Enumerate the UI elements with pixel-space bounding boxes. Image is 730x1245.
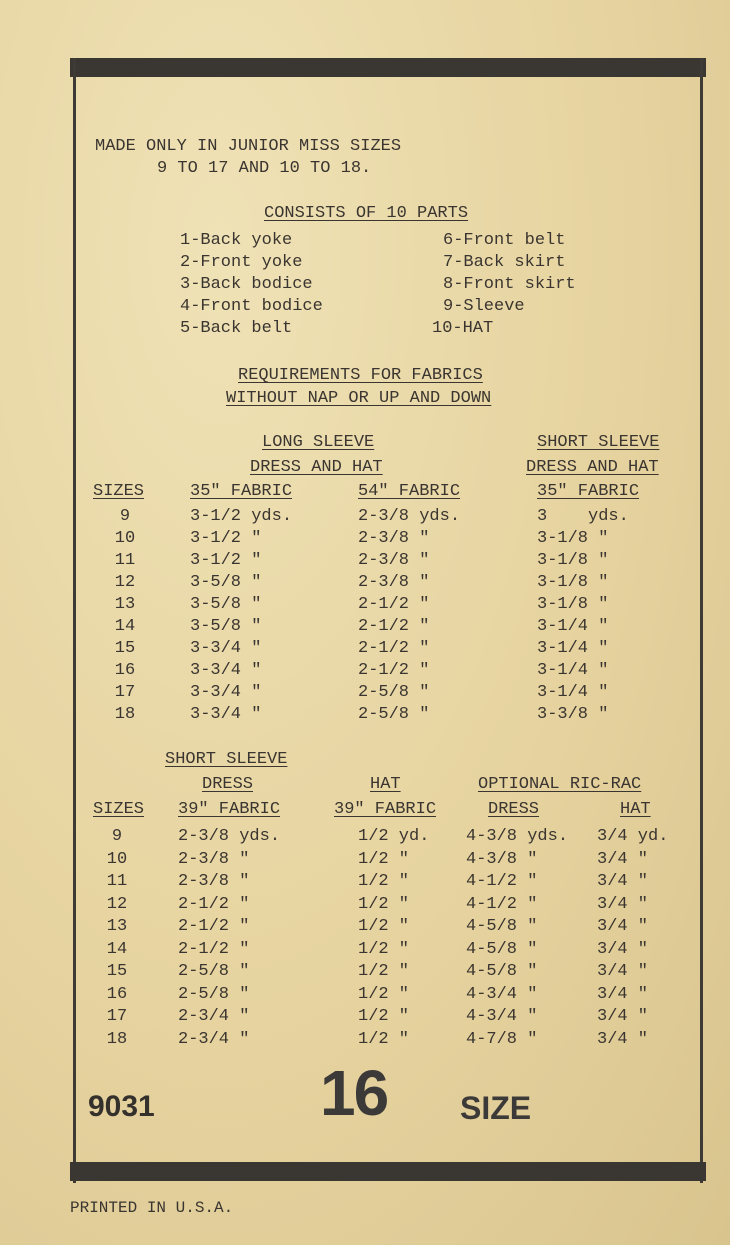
fabric-39-hat-cell: 1/2 ": [358, 984, 410, 1004]
size-cell: 17: [106, 1007, 128, 1026]
fabric-54-cell: 2-5/8 ": [358, 683, 430, 702]
pattern-number: 9031: [88, 1090, 155, 1123]
size-cell: 10: [114, 529, 136, 548]
fabric-39-hat-cell: 1/2 ": [358, 917, 410, 936]
fabric-35-short-column-header: 35" FABRIC: [537, 482, 640, 501]
size-cell: 11: [114, 551, 136, 570]
size-cell: 18: [114, 705, 136, 724]
part-item: 9-Sleeve: [443, 297, 525, 316]
ric-rac-hat-cell: 3/4 ": [597, 894, 649, 914]
fabric-35-cell: 3-3/4 ": [190, 683, 262, 702]
fabric-39-dress-cell: 2-5/8 ": [178, 984, 250, 1004]
part-item: 3-Back bodice: [180, 275, 313, 294]
ric-rac-hat-column-header: HAT: [620, 800, 651, 819]
fabric-54-cell: 2-1/2 ": [358, 595, 430, 614]
part-item: 10-HAT: [432, 319, 494, 338]
size-cell: 14: [106, 939, 128, 959]
fabric-39-dress-cell: 2-3/8 ": [178, 849, 250, 869]
fabric-39-dress-cell: 2-1/2 ": [178, 939, 250, 959]
short-fabric-35-cell: 3-1/4 ": [537, 683, 609, 702]
part-item: 2-Front yoke: [180, 253, 303, 272]
size-cell: 15: [114, 639, 136, 658]
fabric-54-cell: 2-3/8 ": [358, 551, 430, 570]
fabric-39-hat-cell: 1/2 yd.: [358, 827, 430, 846]
size-cell: 9: [111, 827, 123, 846]
fabric-39-dress-cell: 2-3/8 ": [178, 872, 250, 891]
size-cell: 9: [119, 507, 131, 526]
size-cell: 16: [114, 661, 136, 680]
fabric-39-dress-cell: 2-3/4 ": [178, 1029, 250, 1049]
intro-line-2: 9 TO 17 AND 10 TO 18.: [157, 159, 372, 178]
ric-rac-dress-cell: 4-1/2 ": [466, 872, 538, 891]
ric-rac-dress-column-header: DRESS: [488, 800, 540, 819]
parts-heading: CONSISTS OF 10 PARTS: [264, 204, 469, 223]
ric-rac-hat-cell: 3/4 ": [597, 917, 649, 936]
part-item: 8-Front skirt: [443, 275, 576, 294]
fabric-35-cell: 3-5/8 ": [190, 573, 262, 592]
fabric-54-cell: 2-5/8 ": [358, 705, 430, 724]
size-cell: 14: [114, 617, 136, 636]
printed-in-usa: PRINTED IN U.S.A.: [70, 1199, 234, 1217]
size-cell: 12: [106, 894, 128, 914]
fabric-39-dress-column-header: 39" FABRIC: [178, 800, 281, 819]
short-fabric-35-cell: 3-1/8 ": [537, 551, 609, 570]
short-sleeve-subheader: DRESS AND HAT: [526, 458, 659, 477]
size-cell: 13: [114, 595, 136, 614]
short-sleeve-dress-header: SHORT SLEEVE: [165, 750, 288, 769]
fabric-54-cell: 2-1/2 ": [358, 639, 430, 658]
fabric-54-cell: 2-3/8 ": [358, 529, 430, 548]
size-label: SIZE: [460, 1090, 532, 1126]
fabric-39-hat-cell: 1/2 ": [358, 939, 410, 959]
short-fabric-35-cell: 3-1/4 ": [537, 639, 609, 658]
ric-rac-dress-cell: 4-7/8 ": [466, 1029, 538, 1049]
fabric-54-cell: 2-1/2 ": [358, 661, 430, 680]
short-fabric-35-cell: 3-1/4 ": [537, 661, 609, 680]
fabric-35-cell: 3-1/2 ": [190, 529, 262, 548]
optional-ric-rac-header: OPTIONAL RIC-RAC: [478, 775, 642, 794]
fabric-39-dress-cell: 2-5/8 ": [178, 962, 250, 981]
short-sleeve-header: SHORT SLEEVE: [537, 433, 660, 452]
fabric-39-hat-cell: 1/2 ": [358, 1007, 410, 1026]
fabric-35-cell: 3-1/2 ": [190, 551, 262, 570]
fabric-35-cell: 3-5/8 ": [190, 617, 262, 636]
short-fabric-35-cell: 3-1/8 ": [537, 529, 609, 548]
fabric-39-hat-cell: 1/2 ": [358, 1029, 410, 1049]
size-cell: 10: [106, 849, 128, 869]
fabric-39-hat-cell: 1/2 ": [358, 849, 410, 869]
ric-rac-hat-cell: 3/4 yd.: [597, 827, 669, 846]
sizes-column-header: SIZES: [93, 482, 145, 501]
fabric-35-cell: 3-3/4 ": [190, 705, 262, 724]
fabric-54-cell: 2-1/2 ": [358, 617, 430, 636]
ric-rac-hat-cell: 3/4 ": [597, 984, 649, 1004]
fabric-39-hat-column-header: 39" FABRIC: [334, 800, 437, 819]
fabric-54-column-header: 54" FABRIC: [358, 482, 461, 501]
fabric-35-column-header: 35" FABRIC: [190, 482, 293, 501]
requirements-line-1: REQUIREMENTS FOR FABRICS: [238, 366, 483, 385]
size-cell: 15: [106, 962, 128, 981]
long-sleeve-header: LONG SLEEVE: [262, 433, 375, 452]
size-cell: 18: [106, 1029, 128, 1049]
fabric-39-dress-cell: 2-1/2 ": [178, 917, 250, 936]
short-fabric-35-cell: 3-3/8 ": [537, 705, 609, 724]
fabric-35-cell: 3-1/2 yds.: [190, 507, 293, 526]
part-item: 5-Back belt: [180, 319, 293, 338]
ric-rac-dress-cell: 4-1/2 ": [466, 894, 538, 914]
ric-rac-hat-cell: 3/4 ": [597, 1007, 649, 1026]
long-sleeve-subheader: DRESS AND HAT: [250, 458, 383, 477]
bottom-border-bar: [70, 1162, 706, 1181]
intro-line-1: MADE ONLY IN JUNIOR MISS SIZES: [95, 137, 402, 156]
size-cell: 13: [106, 917, 128, 936]
ric-rac-dress-cell: 4-5/8 ": [466, 939, 538, 959]
ric-rac-hat-cell: 3/4 ": [597, 1029, 649, 1049]
size-cell: 12: [114, 573, 136, 592]
part-item: 7-Back skirt: [443, 253, 566, 272]
short-fabric-35-cell: 3-1/8 ": [537, 573, 609, 592]
size-number: 16: [320, 1057, 388, 1129]
size-cell: 11: [106, 872, 128, 891]
ric-rac-dress-cell: 4-5/8 ": [466, 917, 538, 936]
size-cell: 17: [114, 683, 136, 702]
short-fabric-35-cell: 3 yds.: [537, 507, 629, 526]
part-item: 4-Front bodice: [180, 297, 323, 316]
part-item: 1-Back yoke: [180, 231, 293, 250]
fabric-54-cell: 2-3/8 yds.: [358, 507, 461, 526]
fabric-35-cell: 3-5/8 ": [190, 595, 262, 614]
fabric-39-dress-cell: 2-3/8 yds.: [178, 827, 281, 846]
requirements-line-2: WITHOUT NAP OR UP AND DOWN: [226, 389, 492, 408]
dress-subheader: DRESS: [202, 775, 254, 794]
fabric-35-cell: 3-3/4 ": [190, 661, 262, 680]
hat-header: HAT: [370, 775, 401, 794]
ric-rac-hat-cell: 3/4 ": [597, 849, 649, 869]
fabric-39-dress-cell: 2-3/4 ": [178, 1007, 250, 1026]
short-fabric-35-cell: 3-1/4 ": [537, 617, 609, 636]
ric-rac-dress-cell: 4-5/8 ": [466, 962, 538, 981]
part-item: 6-Front belt: [443, 231, 566, 250]
ric-rac-hat-cell: 3/4 ": [597, 962, 649, 981]
fabric-35-cell: 3-3/4 ": [190, 639, 262, 658]
fabric-54-cell: 2-3/8 ": [358, 573, 430, 592]
short-fabric-35-cell: 3-1/8 ": [537, 595, 609, 614]
fabric-39-dress-cell: 2-1/2 ": [178, 894, 250, 914]
ric-rac-hat-cell: 3/4 ": [597, 872, 649, 891]
ric-rac-dress-cell: 4-3/8 ": [466, 849, 538, 869]
ric-rac-dress-cell: 4-3/4 ": [466, 984, 538, 1004]
fabric-39-hat-cell: 1/2 ": [358, 872, 410, 891]
ric-rac-hat-cell: 3/4 ": [597, 939, 649, 959]
fabric-39-hat-cell: 1/2 ": [358, 962, 410, 981]
sizes-column-header-2: SIZES: [93, 800, 145, 819]
size-cell: 16: [106, 984, 128, 1004]
ric-rac-dress-cell: 4-3/4 ": [466, 1007, 538, 1026]
fabric-39-hat-cell: 1/2 ": [358, 894, 410, 914]
ric-rac-dress-cell: 4-3/8 yds.: [466, 827, 569, 846]
